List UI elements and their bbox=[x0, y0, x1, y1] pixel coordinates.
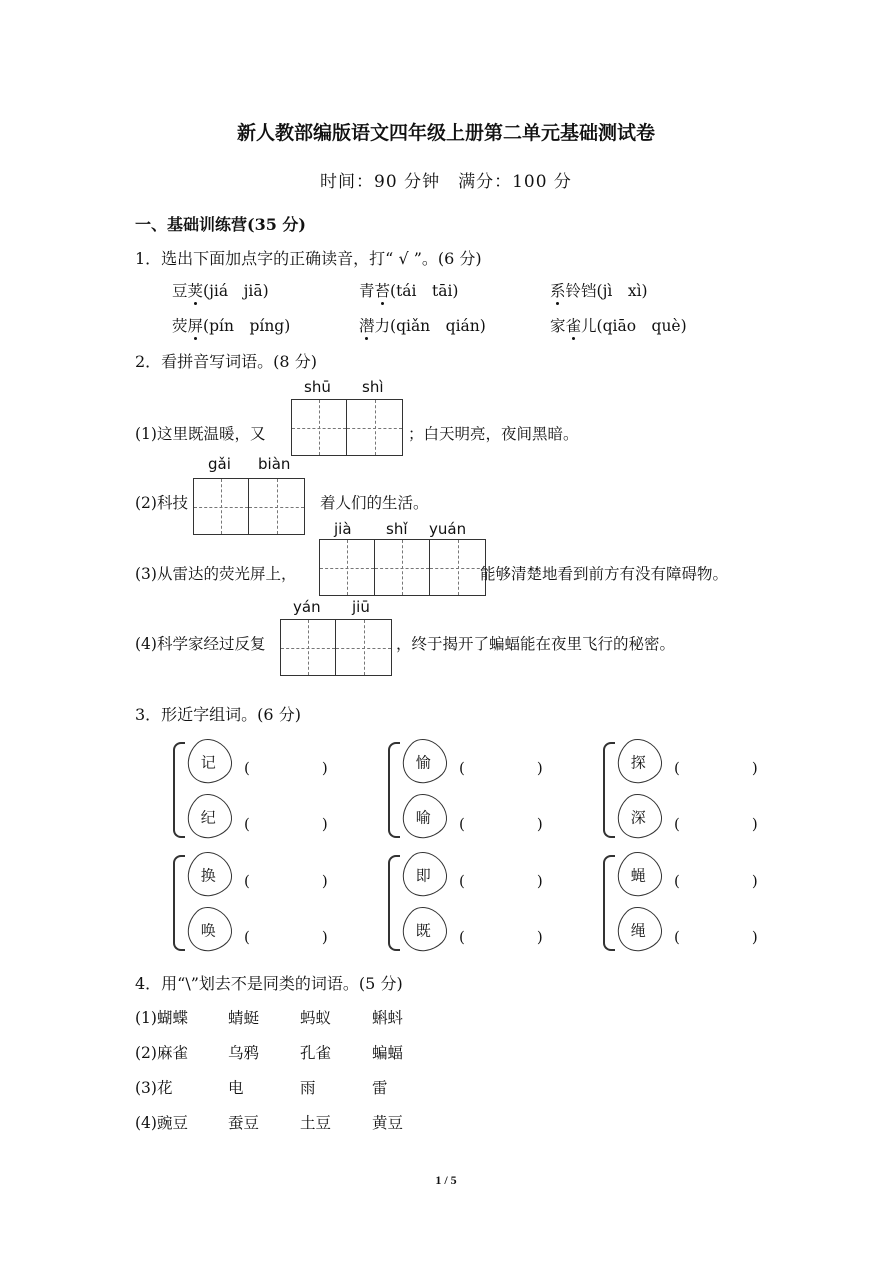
question-2-prompt: 2．看拼音写词语。(8 分) bbox=[135, 352, 317, 371]
char-peach: 即 bbox=[393, 844, 455, 906]
page-number: 1 / 5 bbox=[435, 1173, 457, 1187]
brace bbox=[173, 742, 185, 838]
char-peach: 唤 bbox=[178, 899, 240, 961]
brace bbox=[173, 855, 185, 951]
q1-item[interactable]: 荧屏(pín píng) bbox=[172, 317, 291, 335]
answer-blank[interactable]: ( ) bbox=[459, 759, 543, 777]
word-option[interactable]: 黄豆 bbox=[372, 1114, 404, 1132]
q1-item[interactable]: 豆荚(jiá jiā) bbox=[172, 282, 269, 300]
word-option[interactable]: 蚕豆 bbox=[228, 1114, 260, 1132]
word-option[interactable]: 雨 bbox=[300, 1079, 316, 1097]
q1-item[interactable]: 潜力(qiǎn qián) bbox=[359, 317, 486, 335]
word-option[interactable]: 蝙蝠 bbox=[372, 1044, 404, 1062]
answer-blank[interactable]: ( ) bbox=[244, 872, 328, 890]
answer-blank[interactable]: ( ) bbox=[674, 815, 758, 833]
pinyin: shū bbox=[304, 378, 331, 396]
writing-grid[interactable] bbox=[291, 399, 403, 456]
char-peach: 纪 bbox=[178, 786, 240, 848]
char-peach: 记 bbox=[178, 731, 240, 793]
q2-sentence-end: 能够清楚地看到前方有没有障碍物。 bbox=[480, 565, 729, 583]
answer-blank[interactable]: ( ) bbox=[674, 759, 758, 777]
char-peach: 既 bbox=[393, 899, 455, 961]
pinyin: shì bbox=[362, 378, 384, 396]
q2-sentence-end: ，终于揭开了蝙蝠能在夜里飞行的秘密。 bbox=[396, 635, 676, 653]
question-4-prompt: 4．用“\”划去不是同类的词语。(5 分) bbox=[135, 974, 403, 993]
answer-blank[interactable]: ( ) bbox=[459, 928, 543, 946]
word-option[interactable]: 雷 bbox=[372, 1079, 388, 1097]
brace bbox=[603, 742, 615, 838]
q1-item[interactable]: 系铃铛(jì xì) bbox=[550, 282, 648, 300]
answer-blank[interactable]: ( ) bbox=[244, 759, 328, 777]
pinyin: shǐ bbox=[386, 520, 408, 538]
word-option[interactable]: 蜻蜓 bbox=[228, 1009, 260, 1027]
word-option[interactable]: (1)蝴蝶 bbox=[135, 1009, 188, 1027]
q2-sentence-start: (4)科学家经过反复 bbox=[135, 635, 266, 653]
writing-grid[interactable] bbox=[319, 539, 486, 596]
pinyin: biàn bbox=[258, 455, 291, 473]
word-option[interactable]: 蝌蚪 bbox=[372, 1009, 404, 1027]
q2-sentence-start: (3)从雷达的荧光屏上， bbox=[135, 565, 297, 583]
word-option[interactable]: 蚂蚁 bbox=[300, 1009, 332, 1027]
char-peach: 愉 bbox=[393, 731, 455, 793]
pinyin: jiū bbox=[352, 598, 370, 616]
char-peach: 换 bbox=[178, 844, 240, 906]
char-peach: 探 bbox=[608, 731, 670, 793]
word-option[interactable]: 孔雀 bbox=[300, 1044, 332, 1062]
question-1-prompt: 1．选出下面加点字的正确读音，打“ √ ”。(6 分) bbox=[135, 249, 482, 268]
word-option[interactable]: (4)豌豆 bbox=[135, 1114, 188, 1132]
q2-sentence-end: ；白天明亮，夜间黑暗。 bbox=[408, 425, 579, 443]
answer-blank[interactable]: ( ) bbox=[674, 928, 758, 946]
q1-item[interactable]: 青苔(tái tāi) bbox=[359, 282, 459, 300]
word-option[interactable]: 乌鸦 bbox=[228, 1044, 260, 1062]
exam-info: 时间：90 分钟 满分：100 分 bbox=[320, 172, 572, 192]
char-peach: 深 bbox=[608, 786, 670, 848]
answer-blank[interactable]: ( ) bbox=[459, 872, 543, 890]
word-option[interactable]: 土豆 bbox=[300, 1114, 332, 1132]
answer-blank[interactable]: ( ) bbox=[244, 928, 328, 946]
word-option[interactable]: (2)麻雀 bbox=[135, 1044, 188, 1062]
q1-item[interactable]: 家雀儿(qiāo què) bbox=[550, 317, 687, 335]
writing-grid[interactable] bbox=[280, 619, 392, 676]
brace bbox=[603, 855, 615, 951]
word-option[interactable]: 电 bbox=[228, 1079, 244, 1097]
question-3-prompt: 3．形近字组词。(6 分) bbox=[135, 705, 301, 724]
brace bbox=[388, 855, 400, 951]
pinyin: gǎi bbox=[208, 455, 231, 473]
q2-sentence-start: (2)科技 bbox=[135, 494, 188, 512]
brace bbox=[388, 742, 400, 838]
answer-blank[interactable]: ( ) bbox=[674, 872, 758, 890]
q2-sentence-end: 着人们的生活。 bbox=[320, 494, 429, 512]
pinyin: jià bbox=[334, 520, 352, 538]
pinyin: yán bbox=[293, 598, 321, 616]
answer-blank[interactable]: ( ) bbox=[459, 815, 543, 833]
q2-sentence-start: (1)这里既温暖，又 bbox=[135, 425, 266, 443]
page-title: 新人教部编版语文四年级上册第二单元基础测试卷 bbox=[236, 122, 655, 144]
answer-blank[interactable]: ( ) bbox=[244, 815, 328, 833]
writing-grid[interactable] bbox=[193, 478, 305, 535]
section-heading: 一、基础训练营(35 分) bbox=[135, 215, 306, 234]
char-peach: 蝇 bbox=[608, 844, 670, 906]
pinyin: yuán bbox=[429, 520, 467, 538]
char-peach: 绳 bbox=[608, 899, 670, 961]
char-peach: 喻 bbox=[393, 786, 455, 848]
word-option[interactable]: (3)花 bbox=[135, 1079, 173, 1097]
